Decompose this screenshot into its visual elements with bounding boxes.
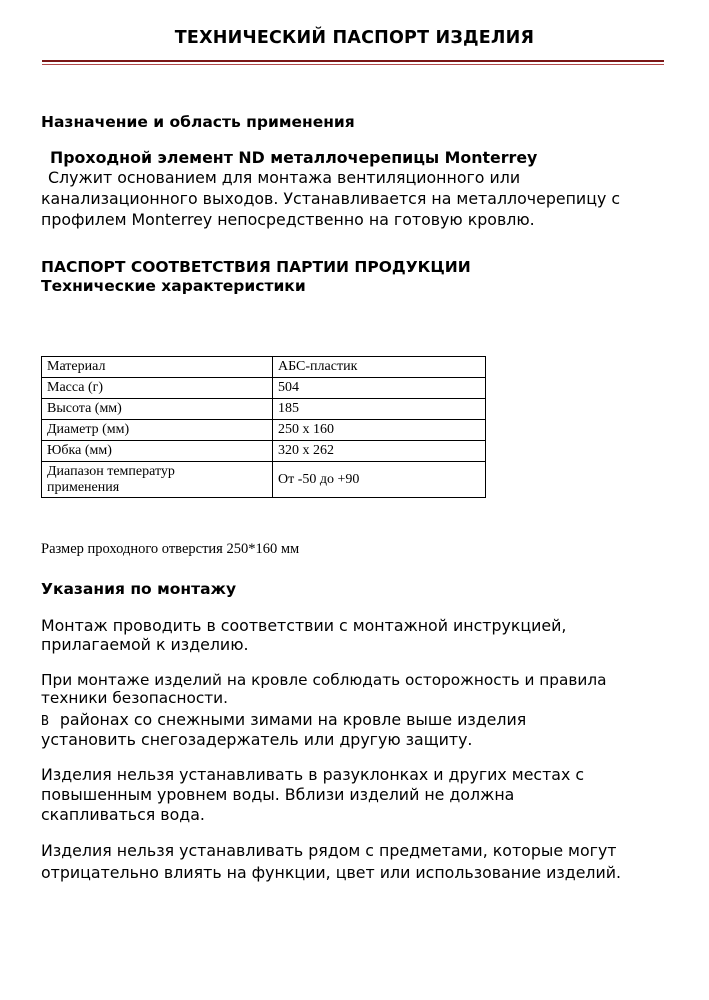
purpose-heading: Назначение и область применения — [41, 113, 355, 131]
mounting-p2-line: При монтаже изделий на кровле соблюдать осторожность и правила — [41, 671, 607, 689]
mounting-p1-line: Монтаж проводить в соответствии с монтажной инструкцией, — [41, 616, 567, 635]
table-row — [42, 399, 486, 420]
spec-value: От -50 до +90 — [273, 462, 486, 498]
mounting-p5-line: Изделия нельзя устанавливать рядом с предметами, которые могут — [41, 841, 617, 860]
table-row — [42, 378, 486, 399]
mounting-p3-line: установить снегозадержатель или другую защиту. — [41, 730, 473, 749]
mounting-p4-line: скапливаться вода. — [41, 805, 205, 824]
title-divider-thick — [42, 60, 664, 62]
mounting-p1-line: прилагаемой к изделию. — [41, 635, 249, 654]
document-title: ТЕХНИЧЕСКИЙ ПАСПОРТ ИЗДЕЛИЯ — [174, 28, 535, 48]
table-row — [42, 441, 486, 462]
purpose-description-line: профилем Monterrey непосредственно на готовую кровлю. — [41, 210, 535, 229]
spec-label — [42, 462, 273, 498]
specs-table — [41, 356, 486, 498]
spec-value: 320 x 262 — [273, 441, 486, 462]
spec-label-line: применения — [47, 479, 120, 495]
mounting-heading: Указания по монтажу — [41, 580, 237, 598]
spec-label: Высота (мм) — [42, 399, 273, 420]
spec-label: Юбка (мм) — [42, 441, 273, 462]
mounting-p4-line: повышенным уровнем воды. Вблизи изделий не должна — [41, 785, 515, 804]
table-row — [42, 462, 486, 498]
spec-label: Материал — [42, 357, 273, 378]
spec-value: 185 — [273, 399, 486, 420]
specs-subheading: Технические характеристики — [41, 277, 306, 295]
hole-size-note: Размер проходного отверстия 250*160 мм — [41, 541, 300, 557]
spec-value: 504 — [273, 378, 486, 399]
mounting-p3-initial: В — [41, 714, 49, 729]
mounting-p3-rest: районах со снежными зимами на кровле выше изделия — [59, 710, 527, 729]
title-divider-thin — [42, 64, 664, 65]
mounting-p4-line: Изделия нельзя устанавливать в разуклонках и других местах с — [41, 765, 585, 784]
spec-label: Масса (г) — [42, 378, 273, 399]
purpose-description-line: канализационного выходов. Устанавливается на металлочерепицу с — [41, 189, 621, 208]
spec-value: АБС-пластик — [273, 357, 486, 378]
purpose-description-line: Служит основанием для монтажа вентиляционного или — [48, 168, 521, 187]
spec-label: Диаметр (мм) — [42, 420, 273, 441]
product-name: Проходной элемент ND металлочерепицы Monterrey — [50, 148, 538, 167]
mounting-p2-line: техники безопасности. — [41, 689, 228, 707]
mounting-p5-line: отрицательно влиять на функции, цвет или использование изделий. — [41, 863, 622, 882]
table-row — [42, 420, 486, 441]
spec-label-line: Диапазон температур — [47, 464, 175, 479]
table-row — [42, 357, 486, 378]
spec-value: 250 x 160 — [273, 420, 486, 441]
passport-heading: ПАСПОРТ СООТВЕТСТВИЯ ПАРТИИ ПРОДУКЦИИ — [41, 258, 471, 276]
